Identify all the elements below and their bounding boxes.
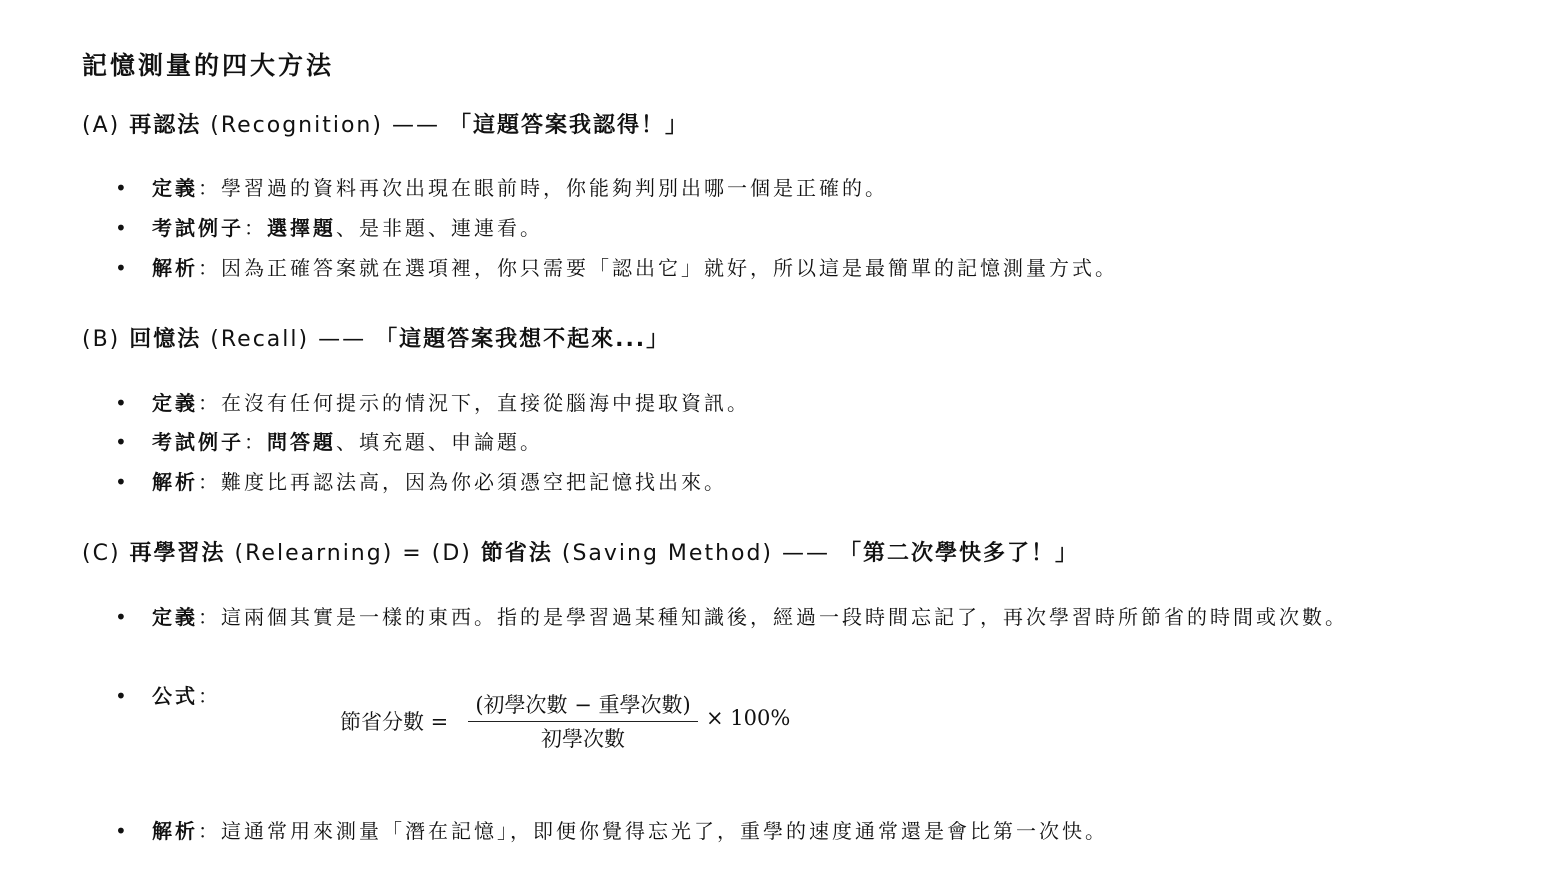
section-b-name: 回憶法 [129,327,202,352]
item-label: 考試例子 [152,430,244,454]
list-item [152,462,1472,502]
section-a-english: (Recognition) [210,113,383,138]
section-d-name: 節省法 [480,541,553,566]
item-text: 、是非題、連連看。 [336,216,543,240]
item-separator: ： [198,470,221,494]
list-item [152,811,1472,851]
item-label: 定義 [152,176,198,200]
section-b-dash: —— [318,327,367,352]
item-label: 定義 [152,605,198,629]
section-c-tag: (C) [82,541,121,566]
section-c-heading [82,536,1079,567]
section-c-english: (Relearning) [234,541,394,566]
formula-denominator: 初學次數 [541,727,625,751]
section-b-heading [82,322,670,353]
formula-fraction [468,690,698,754]
item-bold-text: 問答題 [267,430,336,454]
item-separator: ： [198,256,221,280]
item-bold-text: 選擇題 [267,216,336,240]
section-a-quote: 「這題答案我認得！」 [448,113,689,138]
item-separator: ： [198,391,221,415]
section-b-quote: 「這題答案我想不起來...」 [375,327,671,352]
section-b-english: (Recall) [210,327,310,352]
list-item [152,597,1472,637]
section-c-name: 再學習法 [129,541,226,566]
item-label: 公式 [152,684,198,708]
section-c-dash: —— [782,541,831,566]
section-c-equals: = [402,541,423,566]
section-d-english: (Saving Method) [561,541,774,566]
section-a-dash: —— [391,113,440,138]
item-separator: ： [198,605,221,629]
item-text: 因為正確答案就在選項裡，你只需要「認出它」就好，所以這是最簡單的記憶測量方式。 [221,256,1118,280]
item-label: 解析 [152,256,198,280]
item-label: 考試例子 [152,216,244,240]
section-a-name: 再認法 [129,113,202,138]
fraction-bar [468,721,698,722]
list-item [152,248,1472,288]
list-item [152,383,1472,423]
list-item [152,422,1472,462]
item-text: 難度比再認法高，因為你必須憑空把記憶找出來。 [221,470,727,494]
formula-numerator: (初學次數 − 重學次數) [475,693,691,717]
formula-lhs: 節省分數 = [340,710,449,734]
section-b-tag: (B) [82,327,121,352]
section-a-tag: (A) [82,113,121,138]
item-text: 這兩個其實是一樣的東西。指的是學習過某種知識後，經過一段時間忘記了，再次學習時所節省的時間或次數。 [221,605,1348,629]
item-label: 解析 [152,470,198,494]
formula-rhs: × 100% [706,706,791,730]
item-separator: ： [244,216,267,240]
section-c-quote: 「第二次學快多了！」 [839,541,1080,566]
item-text: 學習過的資料再次出現在眼前時，你能夠判別出哪一個是正確的。 [221,176,888,200]
item-text: 這通常用來測量「潛在記憶」，即便你覺得忘光了，重學的速度通常還是會比第一次快。 [221,819,1108,843]
item-text: 、填充題、申論題。 [336,430,543,454]
item-label: 定義 [152,391,198,415]
savings-formula [340,690,800,754]
section-a-heading [82,108,689,139]
item-label: 解析 [152,819,198,843]
section-d-tag: (D) [431,541,472,566]
item-separator: ： [244,430,267,454]
page-title: 記憶測量的四大方法 [82,51,335,80]
item-separator: ： [198,176,221,200]
list-item [152,208,1472,248]
list-item [152,168,1472,208]
item-text: 在沒有任何提示的情況下，直接從腦海中提取資訊。 [221,391,750,415]
item-separator: ： [198,819,221,843]
item-separator: ： [198,684,221,708]
